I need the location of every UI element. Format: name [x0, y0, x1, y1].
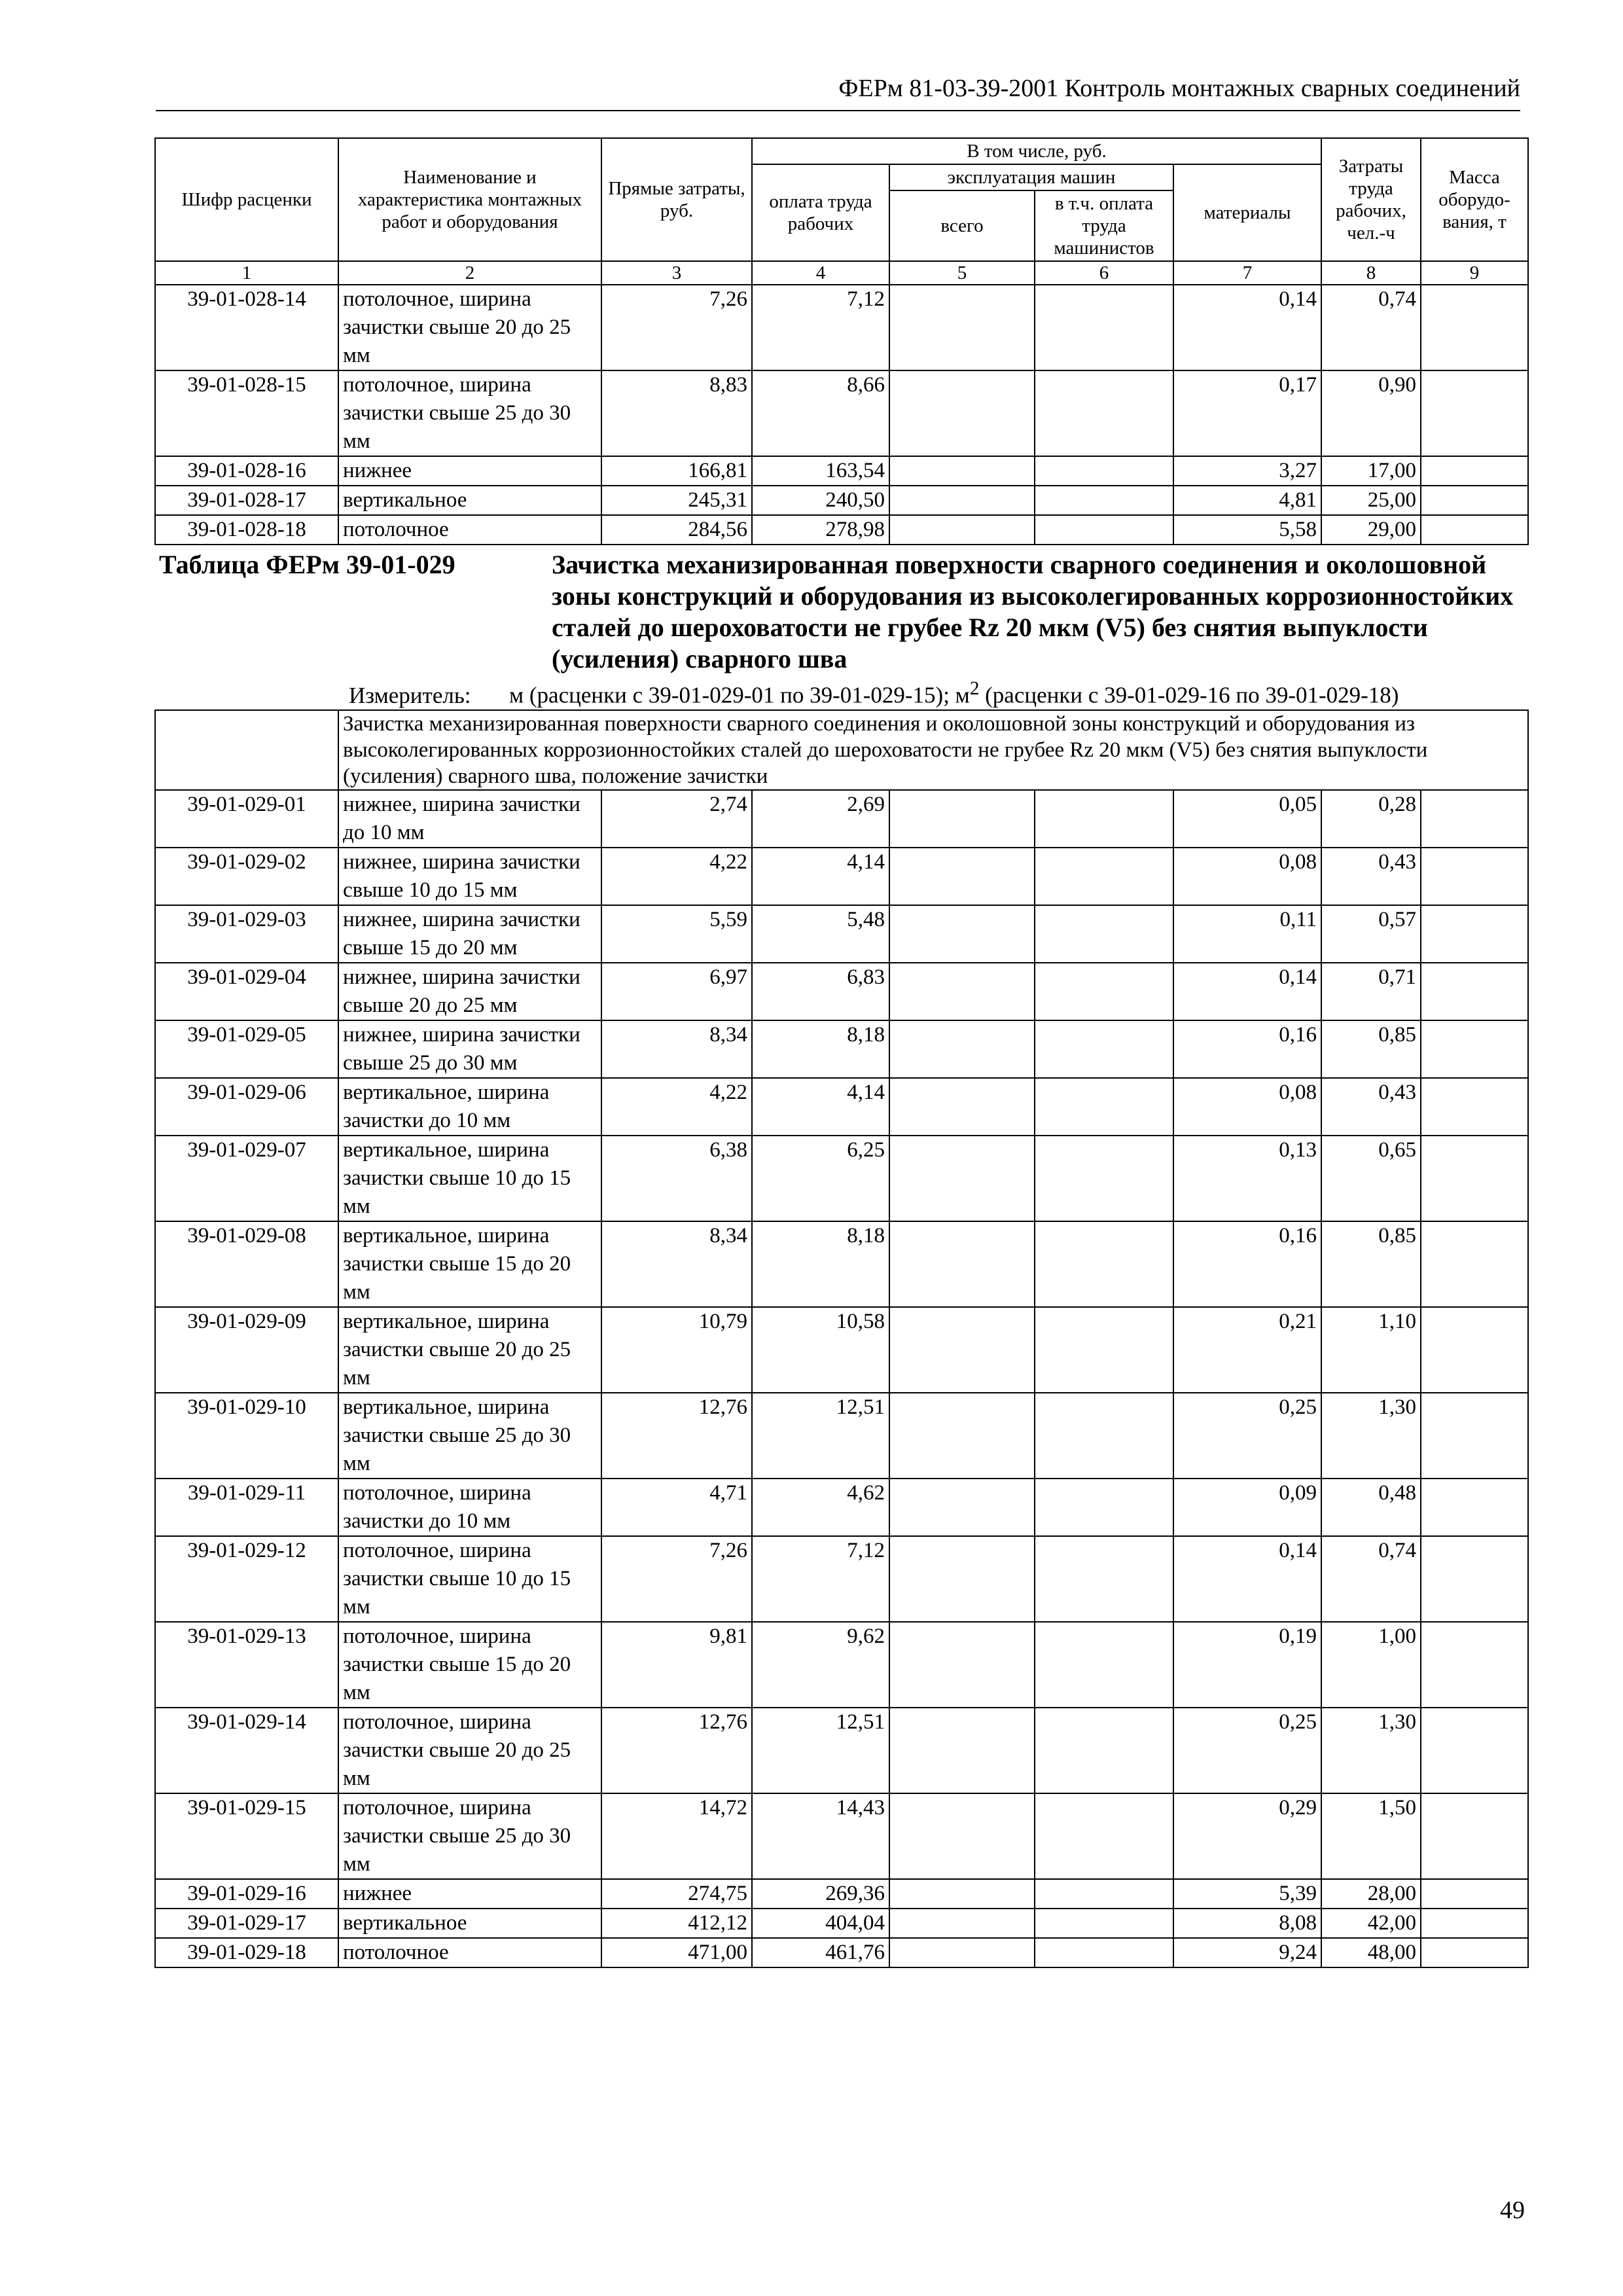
- rate-code-cell: 39-01-028-17: [155, 486, 338, 515]
- direct-cost-cell: 8,83: [601, 370, 752, 456]
- column-numbers-row: [155, 261, 1528, 285]
- labor-cost-cell: 4,14: [752, 1078, 889, 1136]
- table-row: [155, 1879, 1528, 1909]
- rate-code-cell: 39-01-029-06: [155, 1078, 338, 1136]
- table-row: [155, 1938, 1528, 1967]
- materials-cost-cell: 3,27: [1173, 456, 1321, 486]
- machinist-cost-cell: [1035, 285, 1173, 370]
- rate-code-cell: 39-01-029-17: [155, 1909, 338, 1938]
- col-mass-header: Масса оборудо-вания, т: [1421, 138, 1528, 261]
- meter-label: Измеритель:: [349, 682, 471, 708]
- table-row: [155, 1307, 1528, 1393]
- table-row: [155, 1078, 1528, 1136]
- equipment-mass-cell: [1421, 905, 1528, 963]
- work-name-cell: потолочное, ширина зачистки свыше 25 до 30 мм: [338, 1793, 601, 1879]
- equipment-mass-cell: [1421, 285, 1528, 370]
- materials-cost-cell: 0,08: [1173, 1078, 1321, 1136]
- direct-cost-cell: 471,00: [601, 1938, 752, 1967]
- rate-code-cell: 39-01-029-15: [155, 1793, 338, 1879]
- materials-cost-cell: 0,17: [1173, 370, 1321, 456]
- machines-cost-cell: [889, 1622, 1035, 1708]
- labor-hours-cell: 1,30: [1321, 1393, 1421, 1479]
- direct-cost-cell: 8,34: [601, 1221, 752, 1307]
- machines-cost-cell: [889, 1536, 1035, 1622]
- work-name-cell: нижнее, ширина зачистки до 10 мм: [338, 790, 601, 848]
- materials-cost-cell: 0,16: [1173, 1020, 1321, 1078]
- work-name-cell: потолочное, ширина зачистки свыше 20 до 25 мм: [338, 1708, 601, 1793]
- direct-cost-cell: 284,56: [601, 515, 752, 545]
- rate-code-cell: 39-01-029-09: [155, 1307, 338, 1393]
- labor-hours-cell: 0,90: [1321, 370, 1421, 456]
- labor-hours-cell: 1,50: [1321, 1793, 1421, 1879]
- labor-hours-cell: 0,74: [1321, 285, 1421, 370]
- labor-cost-cell: 5,48: [752, 905, 889, 963]
- direct-cost-cell: 14,72: [601, 1793, 752, 1879]
- machinist-cost-cell: [1035, 1879, 1173, 1909]
- machines-cost-cell: [889, 790, 1035, 848]
- labor-hours-cell: 0,43: [1321, 848, 1421, 905]
- rate-code-cell: 39-01-028-16: [155, 456, 338, 486]
- rate-code-cell: 39-01-029-01: [155, 790, 338, 848]
- equipment-mass-cell: [1421, 1078, 1528, 1136]
- labor-cost-cell: 4,62: [752, 1479, 889, 1536]
- equipment-mass-cell: [1421, 1536, 1528, 1622]
- materials-cost-cell: 0,21: [1173, 1307, 1321, 1393]
- table-description: Зачистка механизированная поверхности сварного соединения и околошовной зоны конструкций и оборудования из высоколегированных коррозионностойких сталей до шероховатости не грубее Rz 20 мкм (V5) без снятия выпуклости (усиления) сварного шва, положение зачистки: [338, 710, 1528, 790]
- rate-code-cell: 39-01-029-12: [155, 1536, 338, 1622]
- labor-cost-cell: 278,98: [752, 515, 889, 545]
- rate-code-cell: 39-01-029-11: [155, 1479, 338, 1536]
- table-row: [155, 515, 1528, 545]
- labor-hours-cell: 0,57: [1321, 905, 1421, 963]
- machinist-cost-cell: [1035, 1136, 1173, 1221]
- materials-cost-cell: 4,81: [1173, 486, 1321, 515]
- meter-text-2: (расценки с 39-01-029-16 по 39-01-029-18): [979, 682, 1399, 708]
- rate-code-cell: 39-01-029-04: [155, 963, 338, 1020]
- rate-code-cell: 39-01-029-14: [155, 1708, 338, 1793]
- equipment-mass-cell: [1421, 456, 1528, 486]
- direct-cost-cell: 10,79: [601, 1307, 752, 1393]
- table-row: [155, 905, 1528, 963]
- direct-cost-cell: 4,22: [601, 1078, 752, 1136]
- table-row: [155, 1708, 1528, 1793]
- machinist-cost-cell: [1035, 848, 1173, 905]
- col-hours-header: Затраты труда рабочих, чел.-ч: [1321, 138, 1421, 261]
- table-row: [155, 1479, 1528, 1536]
- materials-cost-cell: 8,08: [1173, 1909, 1321, 1938]
- work-name-cell: нижнее: [338, 1879, 601, 1909]
- labor-hours-cell: 0,43: [1321, 1078, 1421, 1136]
- work-name-cell: потолочное, ширина зачистки свыше 15 до 20 мм: [338, 1622, 601, 1708]
- machinist-cost-cell: [1035, 1536, 1173, 1622]
- table-row: [155, 963, 1528, 1020]
- equipment-mass-cell: [1421, 515, 1528, 545]
- col-machinist-header: в т.ч. оплата труда машинистов: [1035, 190, 1173, 261]
- machinist-cost-cell: [1035, 1221, 1173, 1307]
- rate-code-cell: 39-01-029-16: [155, 1879, 338, 1909]
- labor-hours-cell: 1,30: [1321, 1708, 1421, 1793]
- equipment-mass-cell: [1421, 370, 1528, 456]
- labor-cost-cell: 269,36: [752, 1879, 889, 1909]
- rate-code-cell: 39-01-028-15: [155, 370, 338, 456]
- work-name-cell: вертикальное, ширина зачистки свыше 15 до 20 мм: [338, 1221, 601, 1307]
- table-row: [155, 1536, 1528, 1622]
- rate-code-cell: 39-01-029-02: [155, 848, 338, 905]
- page-header-title: ФЕРм 81-03-39-2001 Контроль монтажных сварных соединений: [838, 75, 1520, 102]
- labor-hours-cell: 29,00: [1321, 515, 1421, 545]
- col-name-header: Наименование и характеристика монтажных работ и оборудования: [338, 138, 601, 261]
- machinist-cost-cell: [1035, 515, 1173, 545]
- work-name-cell: вертикальное: [338, 486, 601, 515]
- equipment-mass-cell: [1421, 848, 1528, 905]
- rate-code-cell: 39-01-029-10: [155, 1393, 338, 1479]
- col-materials-header: материалы: [1173, 164, 1321, 261]
- work-name-cell: нижнее, ширина зачистки свыше 10 до 15 мм: [338, 848, 601, 905]
- machines-cost-cell: [889, 848, 1035, 905]
- labor-cost-cell: 9,62: [752, 1622, 889, 1708]
- materials-cost-cell: 0,25: [1173, 1393, 1321, 1479]
- machinist-cost-cell: [1035, 963, 1173, 1020]
- work-name-cell: вертикальное, ширина зачистки свыше 10 до 15 мм: [338, 1136, 601, 1221]
- rates-table: [154, 137, 1529, 1968]
- labor-cost-cell: 14,43: [752, 1793, 889, 1879]
- table-row: [155, 1136, 1528, 1221]
- materials-cost-cell: 0,25: [1173, 1708, 1321, 1793]
- table-row: [155, 456, 1528, 486]
- materials-cost-cell: 5,58: [1173, 515, 1321, 545]
- machines-cost-cell: [889, 1793, 1035, 1879]
- materials-cost-cell: 0,16: [1173, 1221, 1321, 1307]
- rate-code-cell: 39-01-029-07: [155, 1136, 338, 1221]
- meter-text-1: м (расценки с 39-01-029-01 по 39-01-029-15); м: [509, 682, 970, 708]
- machinist-cost-cell: [1035, 1938, 1173, 1967]
- direct-cost-cell: 7,26: [601, 1536, 752, 1622]
- labor-cost-cell: 8,66: [752, 370, 889, 456]
- labor-hours-cell: 48,00: [1321, 1938, 1421, 1967]
- labor-hours-cell: 42,00: [1321, 1909, 1421, 1938]
- labor-cost-cell: 4,14: [752, 848, 889, 905]
- materials-cost-cell: 0,14: [1173, 1536, 1321, 1622]
- direct-cost-cell: 412,12: [601, 1909, 752, 1938]
- labor-hours-cell: 0,85: [1321, 1221, 1421, 1307]
- table-row: [155, 1221, 1528, 1307]
- labor-cost-cell: 404,04: [752, 1909, 889, 1938]
- table-title-block: [155, 545, 1528, 710]
- labor-hours-cell: 0,28: [1321, 790, 1421, 848]
- direct-cost-cell: 7,26: [601, 285, 752, 370]
- col-machines-total-header: всего: [889, 190, 1035, 261]
- work-name-cell: потолочное, ширина зачистки свыше 25 до 30 мм: [338, 370, 601, 456]
- machinist-cost-cell: [1035, 456, 1173, 486]
- labor-cost-cell: 10,58: [752, 1307, 889, 1393]
- equipment-mass-cell: [1421, 1622, 1528, 1708]
- page-number: 49: [1500, 2197, 1525, 2224]
- rate-code-cell: 39-01-029-18: [155, 1938, 338, 1967]
- equipment-mass-cell: [1421, 1307, 1528, 1393]
- work-name-cell: потолочное, ширина зачистки до 10 мм: [338, 1479, 601, 1536]
- labor-cost-cell: 2,69: [752, 790, 889, 848]
- col-machines-header: эксплуатация машин: [889, 164, 1173, 190]
- direct-cost-cell: 8,34: [601, 1020, 752, 1078]
- equipment-mass-cell: [1421, 1020, 1528, 1078]
- col-number: 1: [155, 261, 338, 285]
- work-name-cell: нижнее, ширина зачистки свыше 20 до 25 мм: [338, 963, 601, 1020]
- machinist-cost-cell: [1035, 1793, 1173, 1879]
- materials-cost-cell: 0,05: [1173, 790, 1321, 848]
- labor-cost-cell: 12,51: [752, 1393, 889, 1479]
- machines-cost-cell: [889, 905, 1035, 963]
- equipment-mass-cell: [1421, 963, 1528, 1020]
- labor-hours-cell: 0,85: [1321, 1020, 1421, 1078]
- direct-cost-cell: 6,97: [601, 963, 752, 1020]
- labor-cost-cell: 7,12: [752, 1536, 889, 1622]
- materials-cost-cell: 0,29: [1173, 1793, 1321, 1879]
- direct-cost-cell: 245,31: [601, 486, 752, 515]
- equipment-mass-cell: [1421, 1793, 1528, 1879]
- machines-cost-cell: [889, 1879, 1035, 1909]
- work-name-cell: вертикальное, ширина зачистки до 10 мм: [338, 1078, 601, 1136]
- table-row: [155, 848, 1528, 905]
- table-row: [155, 370, 1528, 456]
- machines-cost-cell: [889, 1020, 1035, 1078]
- meter-sup: 2: [969, 678, 980, 699]
- equipment-mass-cell: [1421, 1708, 1528, 1793]
- rate-code-cell: 39-01-029-05: [155, 1020, 338, 1078]
- desc-spacer: [155, 710, 338, 790]
- machines-cost-cell: [889, 456, 1035, 486]
- machinist-cost-cell: [1035, 370, 1173, 456]
- machines-cost-cell: [889, 1479, 1035, 1536]
- col-number: 9: [1421, 261, 1528, 285]
- col-direct-header: Прямые затраты, руб.: [601, 138, 752, 261]
- materials-cost-cell: 0,14: [1173, 285, 1321, 370]
- equipment-mass-cell: [1421, 1393, 1528, 1479]
- table-body-top: [155, 285, 1528, 545]
- machinist-cost-cell: [1035, 905, 1173, 963]
- equipment-mass-cell: [1421, 1136, 1528, 1221]
- col-number: 6: [1035, 261, 1173, 285]
- meter-line: [159, 675, 1524, 709]
- machines-cost-cell: [889, 370, 1035, 456]
- table-label: Таблица ФЕРм 39-01-029: [159, 550, 455, 579]
- work-name-cell: потолочное: [338, 515, 601, 545]
- col-number: 3: [601, 261, 752, 285]
- labor-hours-cell: 28,00: [1321, 1879, 1421, 1909]
- page-header: [156, 73, 1520, 111]
- table-title: Зачистка механизированная поверхности сварного соединения и околошовной зоны конструкций и оборудования из высоколегированных коррозионностойких сталей до шероховатости не грубее Rz 20 мкм (V5) без снятия выпуклости (усиления) сварного шва: [552, 550, 1514, 673]
- equipment-mass-cell: [1421, 790, 1528, 848]
- machines-cost-cell: [889, 1307, 1035, 1393]
- col-number: 5: [889, 261, 1035, 285]
- labor-hours-cell: 25,00: [1321, 486, 1421, 515]
- direct-cost-cell: 12,76: [601, 1708, 752, 1793]
- work-name-cell: потолочное: [338, 1938, 601, 1967]
- table-section-029: [155, 545, 1528, 790]
- rate-code-cell: 39-01-029-08: [155, 1221, 338, 1307]
- work-name-cell: вертикальное: [338, 1909, 601, 1938]
- work-name-cell: вертикальное, ширина зачистки свыше 25 до 30 мм: [338, 1393, 601, 1479]
- col-number: 4: [752, 261, 889, 285]
- machinist-cost-cell: [1035, 1479, 1173, 1536]
- machinist-cost-cell: [1035, 790, 1173, 848]
- machinist-cost-cell: [1035, 1909, 1173, 1938]
- machines-cost-cell: [889, 285, 1035, 370]
- direct-cost-cell: 12,76: [601, 1393, 752, 1479]
- machinist-cost-cell: [1035, 1307, 1173, 1393]
- direct-cost-cell: 5,59: [601, 905, 752, 963]
- materials-cost-cell: 0,14: [1173, 963, 1321, 1020]
- direct-cost-cell: 4,71: [601, 1479, 752, 1536]
- table-row: [155, 1393, 1528, 1479]
- equipment-mass-cell: [1421, 1479, 1528, 1536]
- rate-code-cell: 39-01-029-03: [155, 905, 338, 963]
- machines-cost-cell: [889, 1221, 1035, 1307]
- labor-hours-cell: 17,00: [1321, 456, 1421, 486]
- labor-cost-cell: 163,54: [752, 456, 889, 486]
- table-row: [155, 1793, 1528, 1879]
- machines-cost-cell: [889, 1708, 1035, 1793]
- direct-cost-cell: 9,81: [601, 1622, 752, 1708]
- work-name-cell: потолочное, ширина зачистки свыше 20 до 25 мм: [338, 285, 601, 370]
- table-row: [155, 1909, 1528, 1938]
- table-row: [155, 1020, 1528, 1078]
- materials-cost-cell: 0,09: [1173, 1479, 1321, 1536]
- table-row: [155, 790, 1528, 848]
- materials-cost-cell: 0,19: [1173, 1622, 1321, 1708]
- work-name-cell: нижнее, ширина зачистки свыше 25 до 30 мм: [338, 1020, 601, 1078]
- work-name-cell: вертикальное, ширина зачистки свыше 20 до 25 мм: [338, 1307, 601, 1393]
- col-code-header: Шифр расценки: [155, 138, 338, 261]
- machines-cost-cell: [889, 1078, 1035, 1136]
- table-row: [155, 1622, 1528, 1708]
- col-number: 7: [1173, 261, 1321, 285]
- materials-cost-cell: 5,39: [1173, 1879, 1321, 1909]
- rate-code-cell: 39-01-029-13: [155, 1622, 338, 1708]
- machines-cost-cell: [889, 515, 1035, 545]
- labor-hours-cell: 1,00: [1321, 1622, 1421, 1708]
- machines-cost-cell: [889, 1136, 1035, 1221]
- labor-hours-cell: 0,48: [1321, 1479, 1421, 1536]
- materials-cost-cell: 9,24: [1173, 1938, 1321, 1967]
- col-number: 2: [338, 261, 601, 285]
- direct-cost-cell: 274,75: [601, 1879, 752, 1909]
- machinist-cost-cell: [1035, 1622, 1173, 1708]
- work-name-cell: нижнее, ширина зачистки свыше 15 до 20 мм: [338, 905, 601, 963]
- direct-cost-cell: 166,81: [601, 456, 752, 486]
- col-labor-header: оплата труда рабочих: [752, 164, 889, 261]
- materials-cost-cell: 0,13: [1173, 1136, 1321, 1221]
- col-incl-header: В том числе, руб.: [752, 138, 1321, 164]
- labor-cost-cell: 240,50: [752, 486, 889, 515]
- labor-hours-cell: 1,10: [1321, 1307, 1421, 1393]
- rate-code-cell: 39-01-028-14: [155, 285, 338, 370]
- machinist-cost-cell: [1035, 1078, 1173, 1136]
- col-number: 8: [1321, 261, 1421, 285]
- table-body-bottom: [155, 790, 1528, 1967]
- machinist-cost-cell: [1035, 486, 1173, 515]
- work-name-cell: потолочное, ширина зачистки свыше 10 до 15 мм: [338, 1536, 601, 1622]
- machines-cost-cell: [889, 1938, 1035, 1967]
- labor-cost-cell: 6,83: [752, 963, 889, 1020]
- labor-cost-cell: 8,18: [752, 1221, 889, 1307]
- labor-hours-cell: 0,74: [1321, 1536, 1421, 1622]
- materials-cost-cell: 0,11: [1173, 905, 1321, 963]
- equipment-mass-cell: [1421, 1909, 1528, 1938]
- labor-cost-cell: 6,25: [752, 1136, 889, 1221]
- table-row: [155, 486, 1528, 515]
- labor-cost-cell: 12,51: [752, 1708, 889, 1793]
- table-header: [155, 138, 1528, 285]
- direct-cost-cell: 4,22: [601, 848, 752, 905]
- direct-cost-cell: 2,74: [601, 790, 752, 848]
- labor-cost-cell: 8,18: [752, 1020, 889, 1078]
- work-name-cell: нижнее: [338, 456, 601, 486]
- machines-cost-cell: [889, 1393, 1035, 1479]
- machines-cost-cell: [889, 486, 1035, 515]
- labor-cost-cell: 7,12: [752, 285, 889, 370]
- direct-cost-cell: 6,38: [601, 1136, 752, 1221]
- table-row: [155, 285, 1528, 370]
- labor-cost-cell: 461,76: [752, 1938, 889, 1967]
- machinist-cost-cell: [1035, 1020, 1173, 1078]
- machinist-cost-cell: [1035, 1708, 1173, 1793]
- equipment-mass-cell: [1421, 1879, 1528, 1909]
- equipment-mass-cell: [1421, 1221, 1528, 1307]
- equipment-mass-cell: [1421, 486, 1528, 515]
- machines-cost-cell: [889, 963, 1035, 1020]
- equipment-mass-cell: [1421, 1938, 1528, 1967]
- labor-hours-cell: 0,65: [1321, 1136, 1421, 1221]
- machinist-cost-cell: [1035, 1393, 1173, 1479]
- machines-cost-cell: [889, 1909, 1035, 1938]
- rate-code-cell: 39-01-028-18: [155, 515, 338, 545]
- labor-hours-cell: 0,71: [1321, 963, 1421, 1020]
- materials-cost-cell: 0,08: [1173, 848, 1321, 905]
